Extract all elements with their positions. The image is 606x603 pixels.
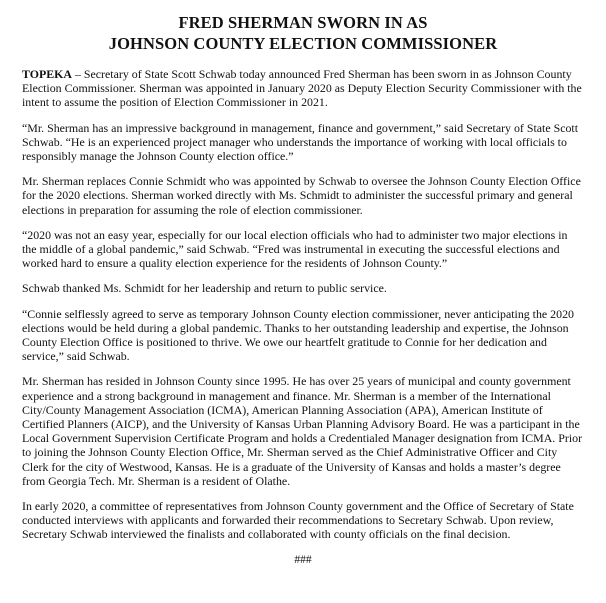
paragraph-quote-2020: “2020 was not an easy year, especially for our local election officials who had to administer two major elections in the middle of a global pandemic,” said Schwab. “Fred was instrumental in executing the successful elections and worked hard to ensure a quality election experience for the residents of Johnson County.” — [22, 227, 568, 271]
headline-line-2: JOHNSON COUNTY ELECTION COMMISSIONER — [108, 34, 498, 53]
end-mark: ### — [294, 553, 312, 566]
lead-text: – Secretary of State Scott Schwab today announced Fred Sherman has been sworn in as Johnson County Election Commissioner. Sherman was appointed in January 2020 as Deputy Election Security Commissioner with the intent to assume the position of Election Commissioner in 2021. — [22, 67, 582, 110]
paragraph-selection-process: In early 2020, a committee of representatives from Johnson County government and the Office of Secretary of State conducted interviews with applicants and forwarded their recommendations to Secretary Schwab. Upon review, Secretary Schwab interviewed the finalists and collaborated with county officials on the final decision. — [22, 499, 574, 542]
paragraph-biography: Mr. Sherman has resided in Johnson County since 1995. He has over 25 years of municipal and county government experience and a strong background in management and finance. Mr. Sherman is a member of the International City/County Management Association (ICMA), American Planning Association (APA), American Institute of Certified Planners (AICP), and the University of Kansas Urban Planning Advisory Board. He was a participant in the Local Government Supervision Certificate Program and holds a Credentialed Manager designation from ICMA. Prior to joining the Johnson County Election Office, Mr. Sherman served as the Chief Administrative Officer and City Clerk for the city of Westwood, Kansas. He is a graduate of the University of Kansas and holds a master’s degree from Georgia Tech. Mr. Sherman is a resident of Olathe. — [22, 374, 583, 488]
paragraph-thanks: Schwab thanked Ms. Schmidt for her leadership and return to public service. — [22, 281, 387, 296]
headline-line-1: FRED SHERMAN SWORN IN AS — [178, 13, 428, 32]
dateline: TOPEKA — [22, 67, 72, 81]
headline — [22, 12, 584, 54]
cropped-header-remnant — [22, 0, 584, 2]
paragraph-quote-schwab: “Mr. Sherman has an impressive background in management, finance and government,” said Secretary of State Scott Schwab. “He is an experienced project manager who understands the importance of working with local officials to responsibly manage the Johnson County election office.” — [22, 120, 579, 164]
paragraph-replaces-schmidt: Mr. Sherman replaces Connie Schmidt who was appointed by Schwab to oversee the Johnson County Election Office for the 2020 elections. Sherman worked directly with Ms. Schmidt to administer the successful primary and general elections in preparation for assuming the role of election commissioner. — [22, 174, 581, 217]
paragraph-lead — [22, 67, 584, 110]
paragraph-quote-connie: “Connie selflessly agreed to serve as temporary Johnson County election commissioner, never anticipating the 2020 elections would be held during a global pandemic. Thanks to her outstanding leadership and expertise, the Johnson County Election Office is positioned to thrive. We owe our heartfelt gratitude to Connie for her dedication and service,” said Schwab. — [22, 306, 574, 364]
